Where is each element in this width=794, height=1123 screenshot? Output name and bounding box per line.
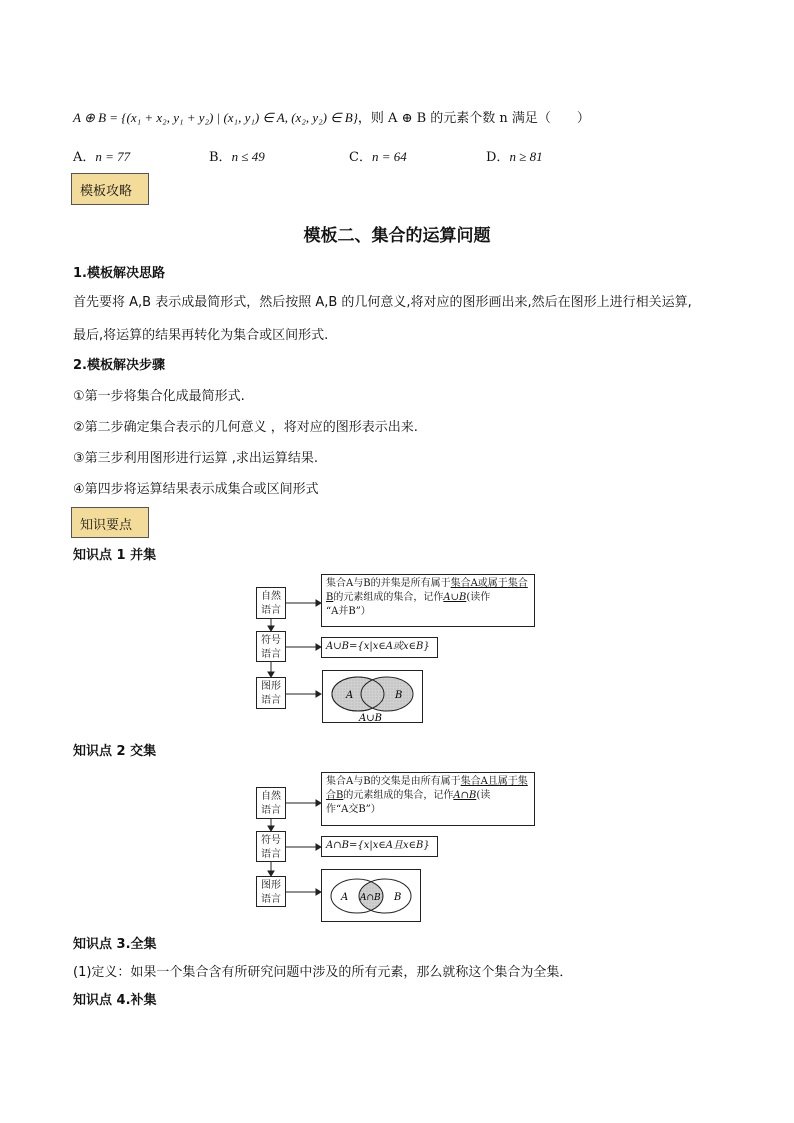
tag-knowledge: 知识要点 <box>71 507 149 538</box>
def-underline: 集合B <box>326 578 528 603</box>
venn-label-b: B <box>395 690 403 701</box>
choice-c-letter: C． <box>349 150 372 165</box>
venn-label-mid: A∩B <box>360 893 381 903</box>
def-notation: A∪B <box>443 592 467 603</box>
universal-heading: 知识点 3.全集 <box>73 937 157 952</box>
choice-d-letter: D． <box>486 150 510 165</box>
def-notation: A∩B <box>453 790 477 801</box>
label-line: 语言 <box>261 805 281 816</box>
label-line: 符号 <box>261 635 281 646</box>
steps-heading: 2.模板解决步骤 <box>73 358 165 373</box>
step-item-3: ③第三步利用图形进行运算 ,求出运算结果. <box>73 451 319 466</box>
complement-heading: 知识点 4.补集 <box>73 993 157 1008</box>
label-line: 符号 <box>261 835 281 846</box>
label-line: 自然 <box>261 791 281 802</box>
def-text: 作“A交B”） <box>326 804 381 815</box>
def-text: 的元素组成的集合，记作 <box>343 790 454 801</box>
choice-c-text: n = 64 <box>371 149 407 164</box>
venn-caption: A∪B <box>359 713 382 724</box>
choice-a-letter: A． <box>73 150 96 165</box>
def-text: 的元素组成的集合，记作 <box>333 592 444 603</box>
union-heading: 知识点 1 并集 <box>73 548 157 563</box>
choice-a-text: n = 77 <box>95 149 131 164</box>
def-underline: 集合A或属于 <box>450 578 508 589</box>
label-line: 图形 <box>261 681 281 692</box>
idea-line-2: 最后,将运算的结果再转化为集合或区间形式. <box>73 328 329 343</box>
label-line: 语言 <box>261 849 281 860</box>
choice-b-letter: B． <box>209 150 232 165</box>
question-stem-math: A ⊕ B = {(x₁ + x₂, y₁ + y₂) | (x₁, y₁) ∈ A, (x₂, y₂) ∈ B} <box>73 110 358 125</box>
def-text: “A并B”） <box>326 606 371 617</box>
idea-line-1: 首先要将 A,B 表示成最简形式，然后按照 A,B 的几何意义,将对应的图形画出来,然后在图形上进行相关运算, <box>73 295 692 310</box>
step-item-4: ④第四步将运算结果表示成集合或区间形式 <box>73 482 319 497</box>
def-text: 集合A与B的并集是所有属于 <box>326 578 451 589</box>
intersection-heading: 知识点 2 交集 <box>73 744 157 759</box>
question-stem-tail: ，则 A ⊕ B 的元素个数 n 满足（ ） <box>357 111 590 126</box>
universal-definition: (1)定义：如果一个集合含有所研究问题中涉及的所有元素，那么就称这个集合为全集． <box>73 965 573 980</box>
step-item-1: ①第一步将集合化成最简形式. <box>73 389 245 404</box>
label-line: 图形 <box>261 880 281 891</box>
def-text: (读 <box>476 790 491 801</box>
choice-b-text: n ≤ 49 <box>231 149 265 164</box>
venn-label-a: A <box>341 892 349 903</box>
choice-d-text: n ≥ 81 <box>509 149 543 164</box>
def-text: 集合A与B的交集是由所有属于 <box>326 776 461 787</box>
venn-label-a: A <box>346 690 354 701</box>
tag-strategy: 模板攻略 <box>71 173 149 205</box>
label-line: 语言 <box>261 605 281 616</box>
step-item-2: ②第二步确定集合表示的几何意义 ，将对应的图形表示出来. <box>73 420 418 435</box>
def-underline: 于集合B <box>326 776 528 801</box>
label-line: 语言 <box>261 894 281 905</box>
label-line: 语言 <box>261 695 281 706</box>
union-symbol: A∪B={x|x∈A或x∈B} <box>321 637 438 658</box>
label-line: 自然 <box>261 591 281 602</box>
section-title: 模板二、集合的运算问题 <box>303 226 491 246</box>
intersection-symbol: A∩B={x|x∈A且x∈B} <box>321 836 438 857</box>
idea-heading: 1.模板解决思路 <box>73 266 165 281</box>
label-line: 语言 <box>261 649 281 660</box>
def-underline: 集合A且属 <box>460 776 508 787</box>
def-text: (读作 <box>466 592 491 603</box>
venn-label-b: B <box>394 892 402 903</box>
